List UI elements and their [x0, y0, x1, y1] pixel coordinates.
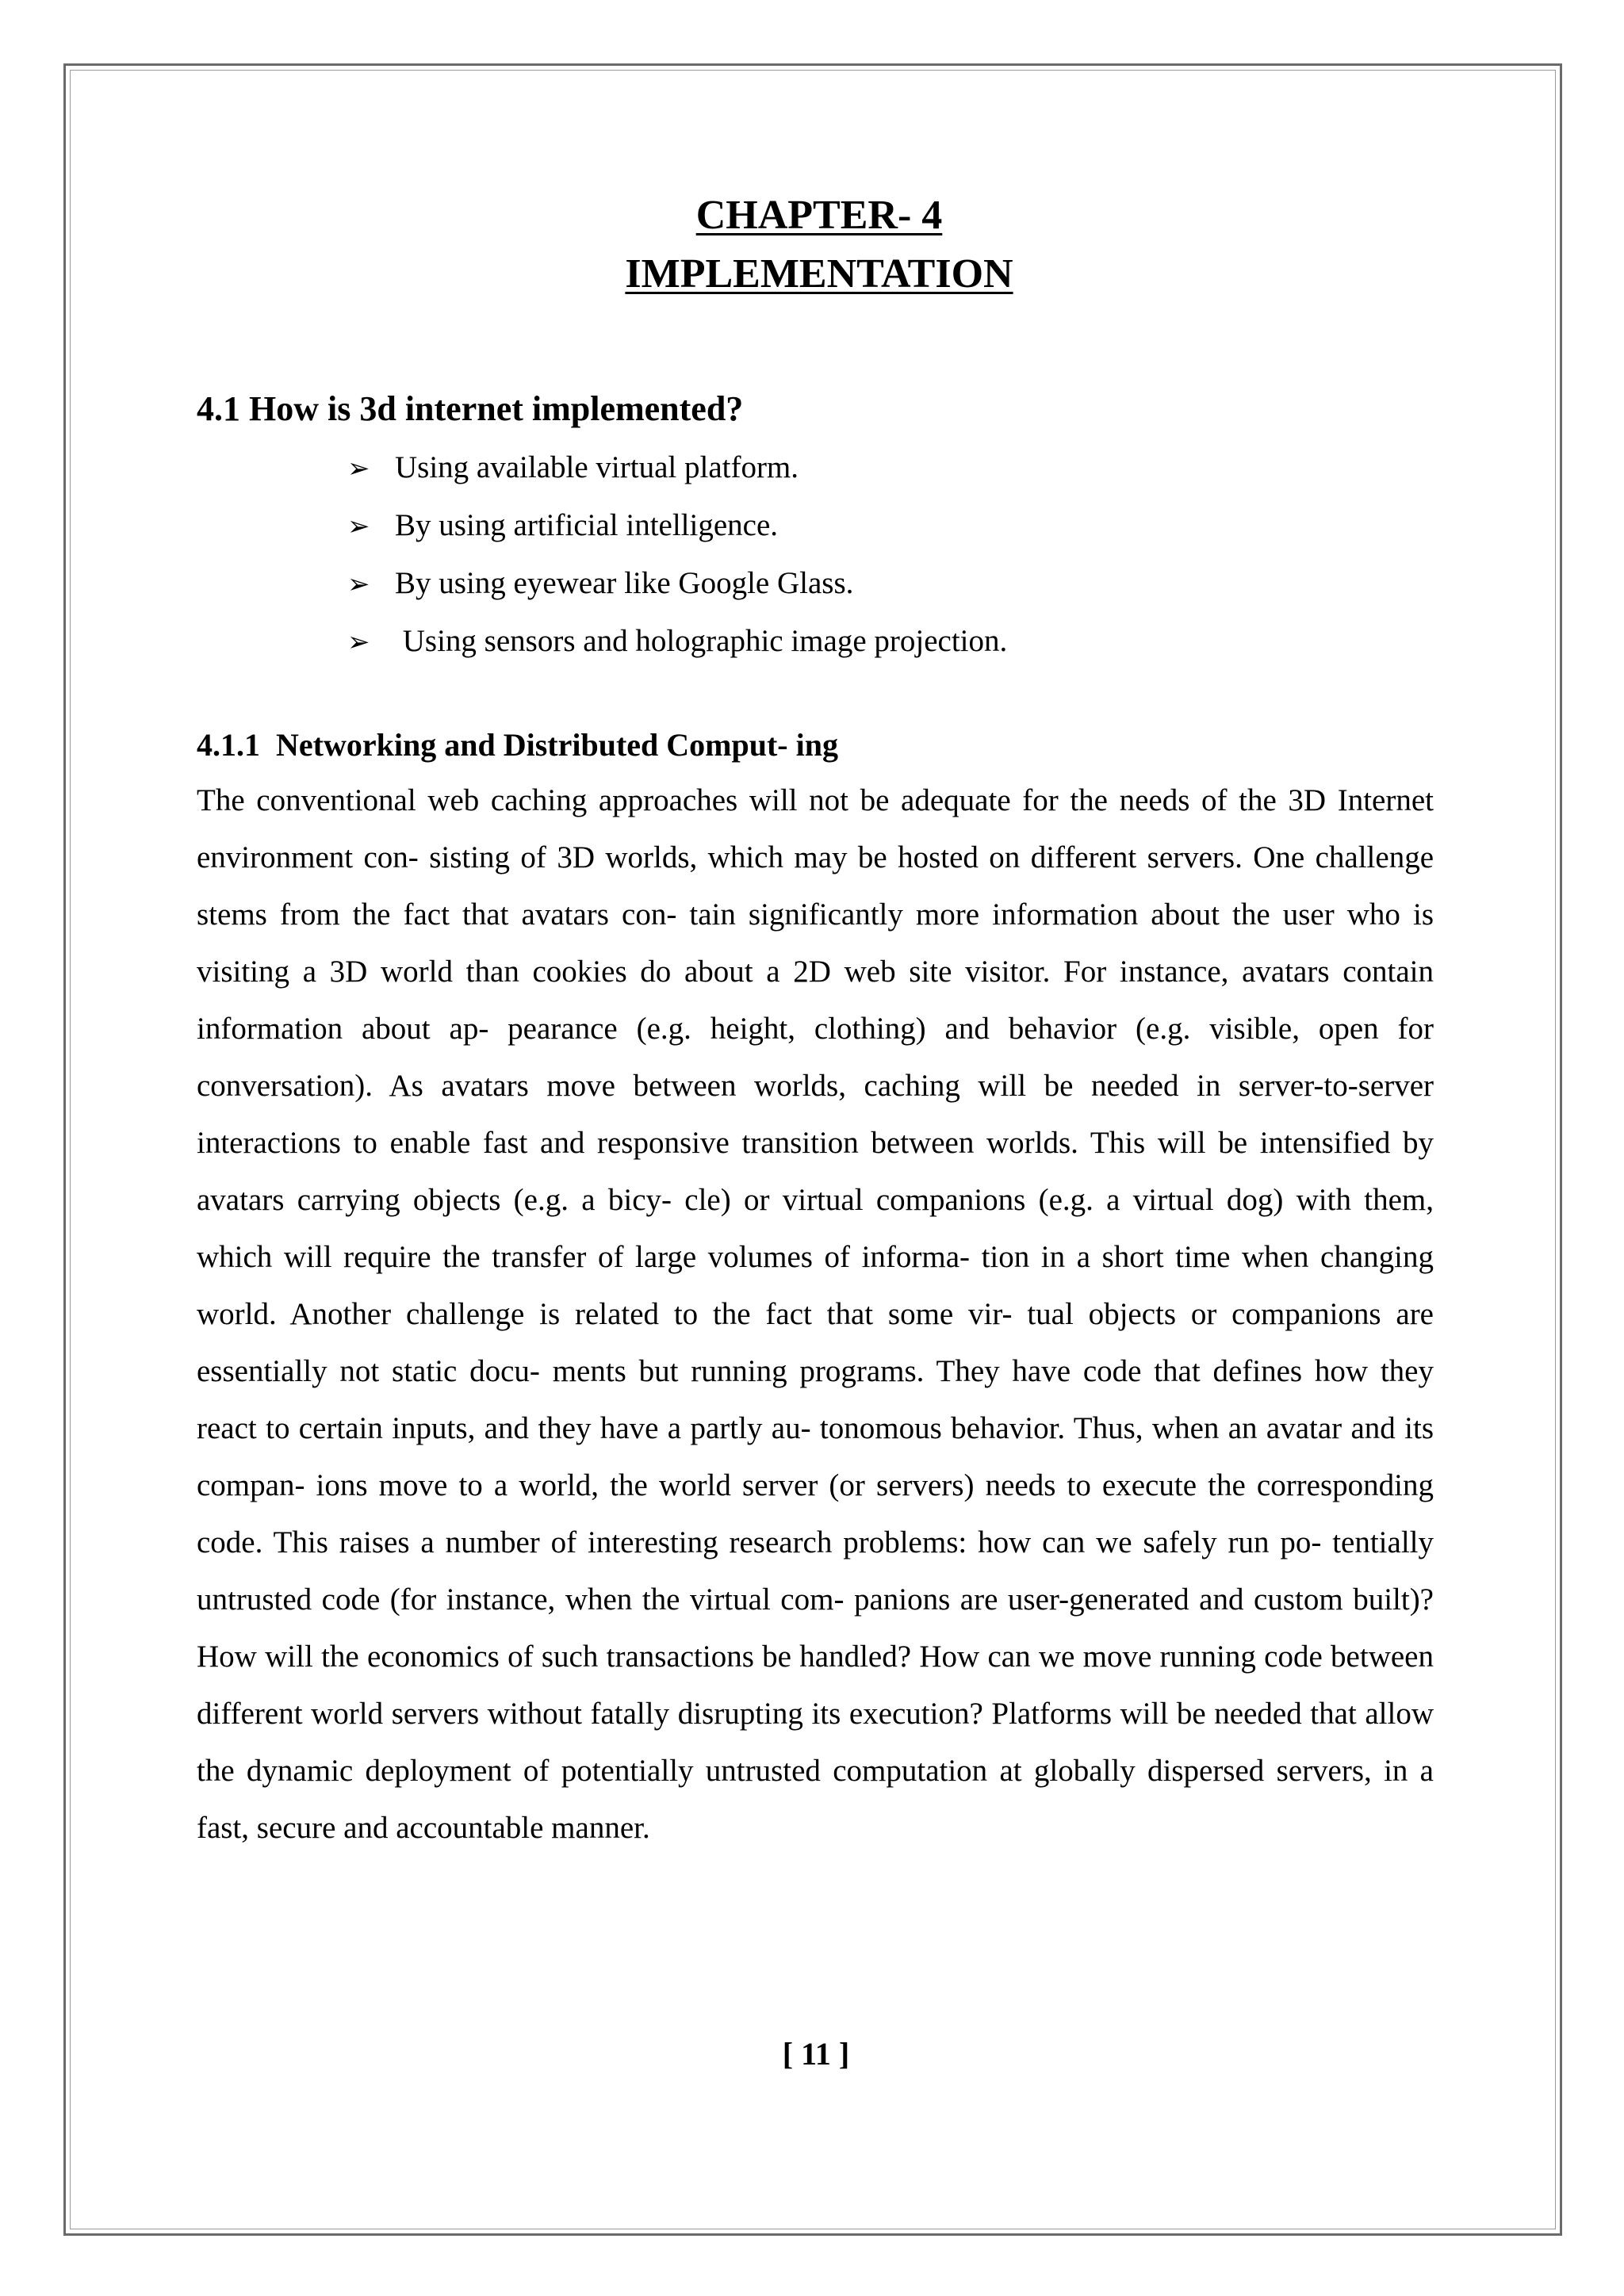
arrowhead-bullet-icon: ➢ [347, 453, 370, 484]
chapter-title [197, 249, 1434, 300]
section-heading: 4.1 How is 3d internet implemented? [197, 389, 744, 428]
list-item-text: Using sensors and holographic image projection. [395, 624, 1008, 658]
list-item [347, 555, 1434, 613]
list-item-text: Using available virtual platform. [395, 450, 799, 484]
list-item [347, 439, 1434, 497]
page-content [197, 190, 1434, 1857]
chapter-label-text: CHAPTER- 4 [695, 193, 943, 238]
list-item [347, 613, 1434, 671]
arrowhead-bullet-icon: ➢ [347, 511, 370, 542]
list-item-text: By using artificial intelligence. [395, 508, 779, 542]
subsection-heading: 4.1.1 Networking and Distributed Comput- ing [197, 727, 838, 763]
list-item [347, 497, 1434, 555]
arrowhead-bullet-icon: ➢ [347, 568, 370, 600]
list-item-text: By using eyewear like Google Glass. [395, 566, 854, 600]
page-number: [ 11 ] [782, 2036, 850, 2072]
arrowhead-bullet-icon: ➢ [347, 626, 370, 658]
chapter-label [197, 190, 1434, 241]
body-paragraph: The conventional web caching approaches will not be adequate for the needs of the 3D Internet environment con- sisting of 3D worlds, which may be hosted on different servers. One challenge stems from the fact that avatars con- tain significantly more information about the user who is visiting a 3D world than cookies do about a 2D web site visitor. For instance, avatars contain information about ap- pearance (e.g. height, clothing) and behavior (e.g. visible, open for conversation). As avatars move between worlds, caching will be needed in server-to-server interactions to enable fast and responsive transition between worlds. This will be intensified by avatars carrying objects (e.g. a bicy- cle) or virtual companions (e.g. a virtual dog) with them, which will require the transfer of large volumes of informa- tion in a short time when changing world. Another challenge is related to the fact that some vir- tual objects or companions are essentially not static docu- ments but running programs. They have code that defines how they react to certain inputs, and they have a partly au- tonomous behavior. Thus, when an avatar and its compan- ions move to a world, the world server (or servers) needs to execute the corresponding code. This raises a number of interesting research problems: how can we safely run po- tentially untrusted code (for instance, when the virtual com- panions are user-generated and custom built)? How will the economics of such transactions be handled? How can we move running code between different world servers without fatally disrupting its execution? Platforms will be needed that allow the dynamic deployment of potentially untrusted computation at globally dispersed servers, in a fast, secure and accountable manner. [197, 783, 1434, 1845]
chapter-title-text: IMPLEMENTATION [625, 251, 1013, 297]
bullet-list [197, 439, 1434, 671]
